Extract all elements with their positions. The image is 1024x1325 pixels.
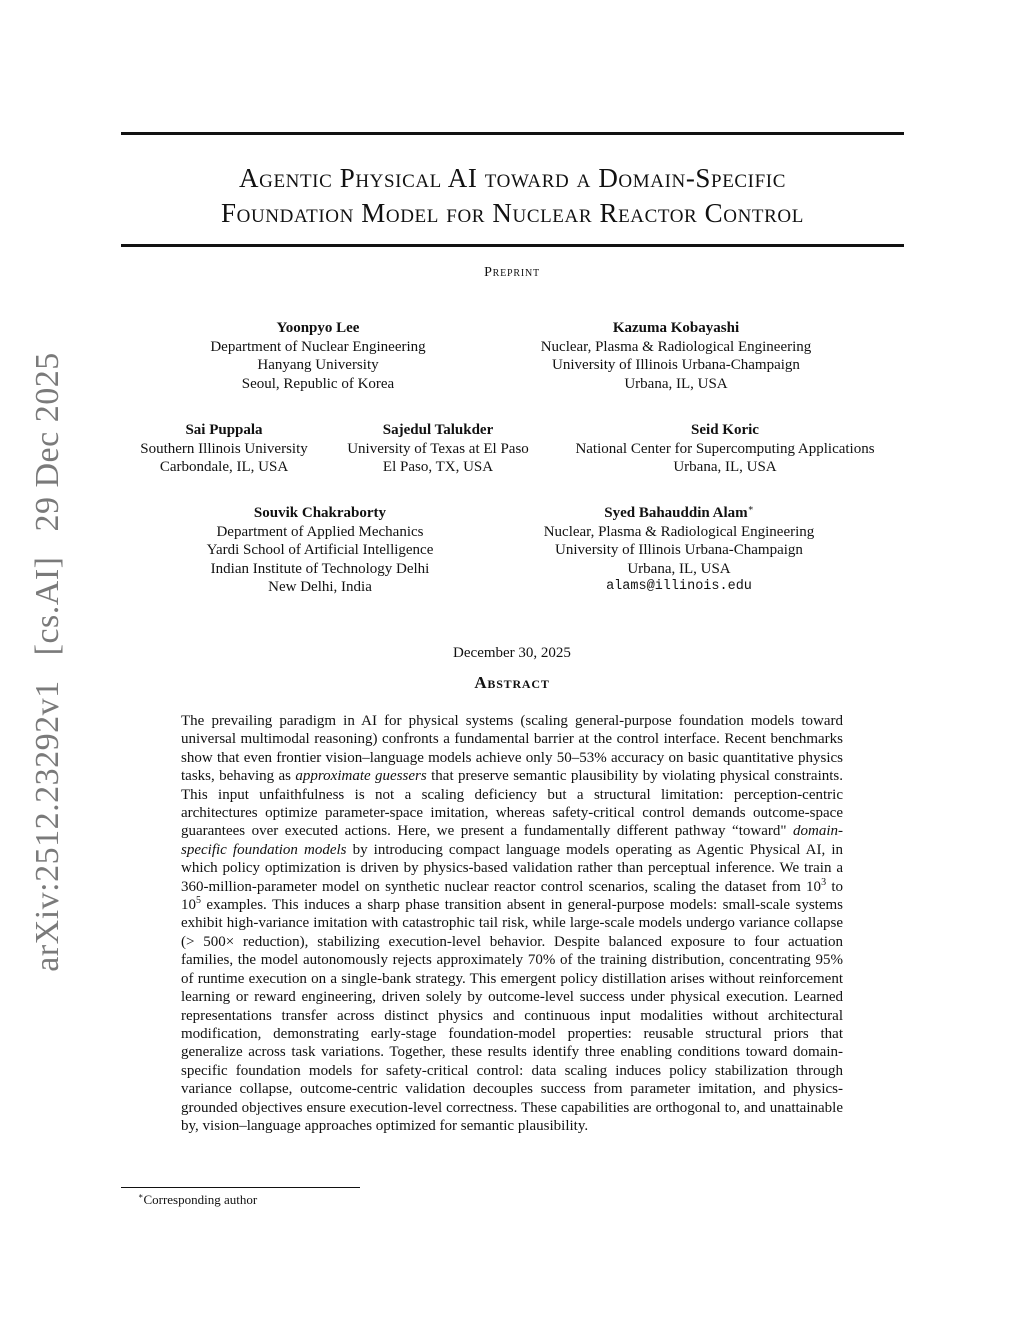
abstract-body [181, 712, 843, 1135]
abstract-paragraph [181, 712, 843, 1135]
title-line-2: Foundation Model for Nuclear Reactor Control [221, 198, 804, 228]
author-block [207, 504, 434, 597]
author-affiliation: Urbana, IL, USA [624, 375, 728, 392]
author-name: Seid Koric [691, 422, 759, 438]
author-affiliation: Urbana, IL, USA [673, 459, 777, 475]
footnote-text: Corresponding author [143, 1192, 258, 1207]
author-affiliation: Southern Illinois University [140, 440, 308, 457]
author-affiliation: Seoul, Republic of Korea [241, 375, 395, 392]
abstract-emphasis: domain-specific foundation models [181, 823, 843, 858]
corresponding-marker: ∗ [747, 503, 754, 513]
arxiv-date: 29 Dec 2025 [29, 352, 66, 532]
author-name: Sai Puppala [185, 422, 263, 438]
author-affiliation: Hanyang University [257, 357, 379, 373]
author-email[interactable]: alams@illinois.edu [606, 579, 752, 594]
abstract-text: that preserve semantic plausibility by violating physical constraints. This input unfaithfulness is not a scaling deficiency but a structural limitation: perception-centric architectures optimize parameter-space imitation, whereas safety-critical control demands outcome-space guarantees over executed actions. Here, we present a fundamentally different pathway “toward" [181, 768, 843, 840]
arxiv-category: [cs.AI] [29, 556, 66, 656]
author-block [541, 319, 812, 393]
exponent: 3 [821, 876, 827, 888]
abstract-emphasis: approximate guessers [295, 768, 427, 785]
author-block [210, 319, 425, 393]
abstract-heading: Abstract [474, 673, 550, 692]
author-block [140, 421, 308, 477]
abstract-text: examples. This induces a sharp phase transition absent in general-purpose models: small-scale systems exhibit high-variance imitation with catastrophic tail risk, while large-scale models undergo variance collapse (> 500× reduction), stabilizing execution-level behavior. Despite balanced exposure to four actuation families, the model autonomously rejects approximately 70% of the training distribution, concentrating 95% of runtime execution on a single-bank strategy. This emergent policy distillation arises without reinforcement learning or reward engineering, driven solely by outcome-level success under physical execution. Learned representations transfer across distinct physics and continuous input modalities without architectural modification, demonstrating early-stage foundation-model properties: reusable structural priors that generalize across task variations. Together, these results identify three enabling conditions toward domain-specific foundation models for safety-critical control: data scaling induces policy stabilization through variance collapse, outcome-centric validation decouples success from parameter imitation, and physics-grounded objectives ensure execution-level correctness. These capabilities are orthogonal to, and unattainable by, vision–language approaches optimized for semantic plausibility. [181, 897, 843, 1134]
abstract-text: The prevailing paradigm in AI for physical systems (scaling general-purpose foundation models toward universal multimodal reasoning) confronts a fundamental barrier at the control interface. Recent benchmarks show that even frontier vision–language models achieve only 50–53% accuracy on basic quantitative physics tasks, behaving as [181, 713, 843, 785]
author-affiliation: University of Texas at El Paso [347, 440, 529, 457]
preprint-label: Preprint [484, 265, 540, 280]
abstract-text: to 10 [181, 878, 843, 914]
footnote [138, 1192, 257, 1208]
author-affiliation: Nuclear, Plasma & Radiological Engineering [543, 523, 815, 540]
author-name-with-marker [544, 504, 815, 523]
author-name: Kazuma Kobayashi [612, 320, 740, 336]
author-name: Sajedul Talukder [382, 422, 494, 438]
arxiv-id[interactable]: arXiv:2512.23292v1 [29, 680, 66, 972]
title-rule-bottom [121, 244, 904, 247]
author-affiliation: New Delhi, India [268, 579, 372, 595]
author-affiliation: Department of Applied Mechanics [216, 523, 424, 540]
paper-title [121, 161, 904, 231]
footnote-rule [121, 1187, 360, 1188]
author-block [575, 421, 874, 477]
author-affiliation: Indian Institute of Technology Delhi [210, 560, 430, 577]
title-line-1: Agentic Physical AI toward a Domain-Specific [239, 163, 786, 193]
author-block [347, 421, 529, 477]
author-affiliation: University of Illinois Urbana-Champaign [552, 357, 800, 373]
author-affiliation: Nuclear, Plasma & Radiological Engineering [540, 338, 812, 355]
footnote-marker: ∗ [138, 1191, 144, 1201]
abstract-text: by introducing compact language models operating as Agentic Physical AI, in which policy optimization is driven by physics-based validation rather than perceptual inference. We train a 360-million-parameter model on synthetic nuclear reactor control scenarios, scaling the dataset from 10 [181, 841, 843, 895]
author-affiliation: National Center for Supercomputing Applications [575, 440, 875, 457]
paper-date: December 30, 2025 [453, 645, 571, 661]
author-affiliation: El Paso, TX, USA [382, 459, 494, 475]
author-affiliation: Yardi School of Artificial Intelligence [206, 542, 434, 558]
arxiv-stamp [29, 344, 67, 979]
title-rule-top [121, 132, 904, 135]
author-name: Syed Bahauddin Alam [604, 505, 748, 521]
author-affiliation: Carbondale, IL, USA [159, 459, 289, 475]
author-affiliation: Urbana, IL, USA [627, 560, 731, 577]
author-affiliation: University of Illinois Urbana-Champaign [555, 542, 803, 558]
author-name: Souvik Chakraborty [253, 505, 387, 521]
exponent: 5 [196, 895, 201, 907]
author-block [544, 504, 815, 597]
author-name: Yoonpyo Lee [276, 320, 360, 336]
author-affiliation: Department of Nuclear Engineering [210, 338, 426, 355]
